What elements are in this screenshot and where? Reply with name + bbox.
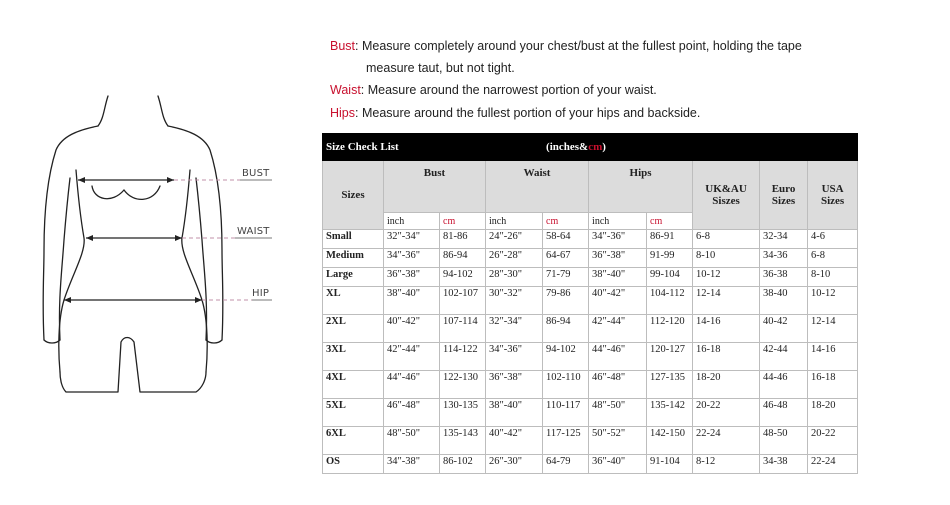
table-body: [323, 230, 858, 474]
cell-ukau: 12-14: [693, 287, 760, 315]
table-row: [323, 249, 858, 268]
header-ukau: UK&AU Siszes: [693, 161, 760, 230]
cell-waist-inch: 28"-30": [486, 268, 543, 287]
cell-waist-cm: 86-94: [543, 315, 589, 343]
cell-usa: 12-14: [808, 315, 858, 343]
subheader-waist-cm: cm: [543, 213, 589, 230]
hips-instruction: [330, 106, 700, 121]
cell-bust-cm: 94-102: [440, 268, 486, 287]
cell-bust-cm: 122-130: [440, 371, 486, 399]
cell-bust-inch: 34"-38": [384, 455, 440, 474]
cell-bust-cm: 86-102: [440, 455, 486, 474]
table-title-row: [323, 134, 858, 161]
cell-hips-cm: 127-135: [647, 371, 693, 399]
cell-bust-cm: 114-122: [440, 343, 486, 371]
hip-label: HIP: [252, 288, 270, 299]
unit-prefix: (inches&: [546, 141, 589, 153]
table-row: [323, 343, 858, 371]
cell-bust-inch: 32"-34": [384, 230, 440, 249]
cell-usa: 14-16: [808, 343, 858, 371]
cell-euro: 44-46: [760, 371, 808, 399]
cell-usa: 4-6: [808, 230, 858, 249]
cell-waist-inch: 38"-40": [486, 399, 543, 427]
cell-bust-inch: 48"-50": [384, 427, 440, 455]
subheader-waist-inch: inch: [486, 213, 543, 230]
cell-waist-inch: 40"-42": [486, 427, 543, 455]
cell-size: XL: [323, 287, 384, 315]
cell-bust-inch: 44"-46": [384, 371, 440, 399]
unit-suffix: ): [602, 141, 606, 153]
cell-hips-inch: 42"-44": [589, 315, 647, 343]
subheader-hips-cm: cm: [647, 213, 693, 230]
cell-hips-cm: 104-112: [647, 287, 693, 315]
cell-euro: 38-40: [760, 287, 808, 315]
cell-bust-inch: 34"-36": [384, 249, 440, 268]
waist-label: WAIST: [237, 226, 270, 237]
cell-waist-inch: 26"-30": [486, 455, 543, 474]
cell-hips-inch: 34"-36": [589, 230, 647, 249]
bust-instruction-continuation: measure taut, but not tight.: [366, 61, 515, 75]
cell-hips-inch: 40"-42": [589, 287, 647, 315]
cell-hips-inch: 38"-40": [589, 268, 647, 287]
cell-hips-inch: 36"-40": [589, 455, 647, 474]
table-row: [323, 371, 858, 399]
cell-size: 5XL: [323, 399, 384, 427]
cell-hips-inch: 48"-50": [589, 399, 647, 427]
subheader-bust-inch: inch: [384, 213, 440, 230]
cell-euro: 42-44: [760, 343, 808, 371]
cell-hips-cm: 120-127: [647, 343, 693, 371]
waist-term: Waist: [330, 83, 361, 97]
cell-ukau: 20-22: [693, 399, 760, 427]
cell-size: Medium: [323, 249, 384, 268]
cell-bust-cm: 81-86: [440, 230, 486, 249]
table-row: [323, 399, 858, 427]
cell-bust-inch: 46"-48": [384, 399, 440, 427]
cell-waist-cm: 94-102: [543, 343, 589, 371]
table-row: [323, 230, 858, 249]
cell-hips-cm: 142-150: [647, 427, 693, 455]
cell-euro: 40-42: [760, 315, 808, 343]
table-row: [323, 287, 858, 315]
body-outline-illustration: [0, 0, 320, 500]
cell-bust-cm: 102-107: [440, 287, 486, 315]
cell-waist-inch: 32"-34": [486, 315, 543, 343]
body-measurement-figure: [0, 0, 320, 500]
cell-ukau: 14-16: [693, 315, 760, 343]
header-usa: USA Sizes: [808, 161, 858, 230]
cell-hips-cm: 112-120: [647, 315, 693, 343]
cell-hips-cm: 91-99: [647, 249, 693, 268]
cell-ukau: 22-24: [693, 427, 760, 455]
cell-ukau: 16-18: [693, 343, 760, 371]
cell-waist-cm: 110-117: [543, 399, 589, 427]
cell-bust-cm: 135-143: [440, 427, 486, 455]
table-row: [323, 455, 858, 474]
cell-euro: 32-34: [760, 230, 808, 249]
table-unit-note: [543, 134, 858, 161]
cell-waist-cm: 117-125: [543, 427, 589, 455]
cell-hips-cm: 91-104: [647, 455, 693, 474]
cell-usa: 20-22: [808, 427, 858, 455]
cell-hips-cm: 86-91: [647, 230, 693, 249]
cell-waist-inch: 36"-38": [486, 371, 543, 399]
cell-hips-inch: 46"-48": [589, 371, 647, 399]
cell-usa: 18-20: [808, 399, 858, 427]
cell-euro: 48-50: [760, 427, 808, 455]
cell-size: 2XL: [323, 315, 384, 343]
subheader-hips-inch: inch: [589, 213, 647, 230]
header-waist: Waist: [486, 161, 589, 213]
cell-hips-cm: 99-104: [647, 268, 693, 287]
hips-term: Hips: [330, 106, 356, 120]
header-bust: Bust: [384, 161, 486, 213]
table-row: [323, 268, 858, 287]
cell-bust-inch: 38"-40": [384, 287, 440, 315]
cell-bust-cm: 107-114: [440, 315, 486, 343]
table-header-row: [323, 161, 858, 213]
cell-hips-inch: 36"-38": [589, 249, 647, 268]
hips-instruction-text: : Measure around the fullest portion of your hips and backside.: [355, 106, 701, 120]
cell-waist-cm: 102-110: [543, 371, 589, 399]
cell-size: 6XL: [323, 427, 384, 455]
cell-usa: 8-10: [808, 268, 858, 287]
cell-usa: 22-24: [808, 455, 858, 474]
cell-waist-inch: 24"-26": [486, 230, 543, 249]
cell-ukau: 10-12: [693, 268, 760, 287]
cell-waist-cm: 64-79: [543, 455, 589, 474]
bust-label: BUST: [242, 168, 270, 179]
cell-euro: 36-38: [760, 268, 808, 287]
cell-waist-inch: 26"-28": [486, 249, 543, 268]
table-row: [323, 427, 858, 455]
cell-size: 3XL: [323, 343, 384, 371]
cell-usa: 6-8: [808, 249, 858, 268]
table-row: [323, 315, 858, 343]
cell-size: OS: [323, 455, 384, 474]
cell-bust-inch: 40"-42": [384, 315, 440, 343]
cell-bust-inch: 36"-38": [384, 268, 440, 287]
cell-euro: 34-38: [760, 455, 808, 474]
cell-hips-inch: 50"-52": [589, 427, 647, 455]
cell-bust-cm: 86-94: [440, 249, 486, 268]
table-title: Size Check List: [323, 134, 543, 161]
cell-waist-inch: 30"-32": [486, 287, 543, 315]
waist-instruction: [330, 83, 657, 98]
cell-size: Large: [323, 268, 384, 287]
header-euro: Euro Sizes: [760, 161, 808, 230]
cell-waist-cm: 64-67: [543, 249, 589, 268]
subheader-bust-cm: cm: [440, 213, 486, 230]
cell-ukau: 18-20: [693, 371, 760, 399]
cell-waist-inch: 34"-36": [486, 343, 543, 371]
cell-usa: 10-12: [808, 287, 858, 315]
size-chart-table: [322, 133, 858, 474]
cell-euro: 34-36: [760, 249, 808, 268]
header-sizes: Sizes: [323, 161, 384, 230]
cell-waist-cm: 58-64: [543, 230, 589, 249]
cell-hips-inch: 44"-46": [589, 343, 647, 371]
cell-waist-cm: 79-86: [543, 287, 589, 315]
bust-term: Bust: [330, 39, 356, 53]
cell-hips-cm: 135-142: [647, 399, 693, 427]
cell-ukau: 6-8: [693, 230, 760, 249]
cell-size: Small: [323, 230, 384, 249]
bust-instruction-text: : Measure completely around your chest/bust at the fullest point, holding the tape: [355, 39, 802, 53]
bust-instruction: [330, 39, 802, 54]
cell-bust-cm: 130-135: [440, 399, 486, 427]
cell-ukau: 8-12: [693, 455, 760, 474]
cell-usa: 16-18: [808, 371, 858, 399]
unit-cm: cm: [588, 141, 603, 153]
cell-ukau: 8-10: [693, 249, 760, 268]
waist-instruction-text: : Measure around the narrowest portion of your waist.: [360, 83, 657, 97]
cell-euro: 46-48: [760, 399, 808, 427]
cell-waist-cm: 71-79: [543, 268, 589, 287]
cell-bust-inch: 42"-44": [384, 343, 440, 371]
cell-size: 4XL: [323, 371, 384, 399]
header-hips: Hips: [589, 161, 693, 213]
